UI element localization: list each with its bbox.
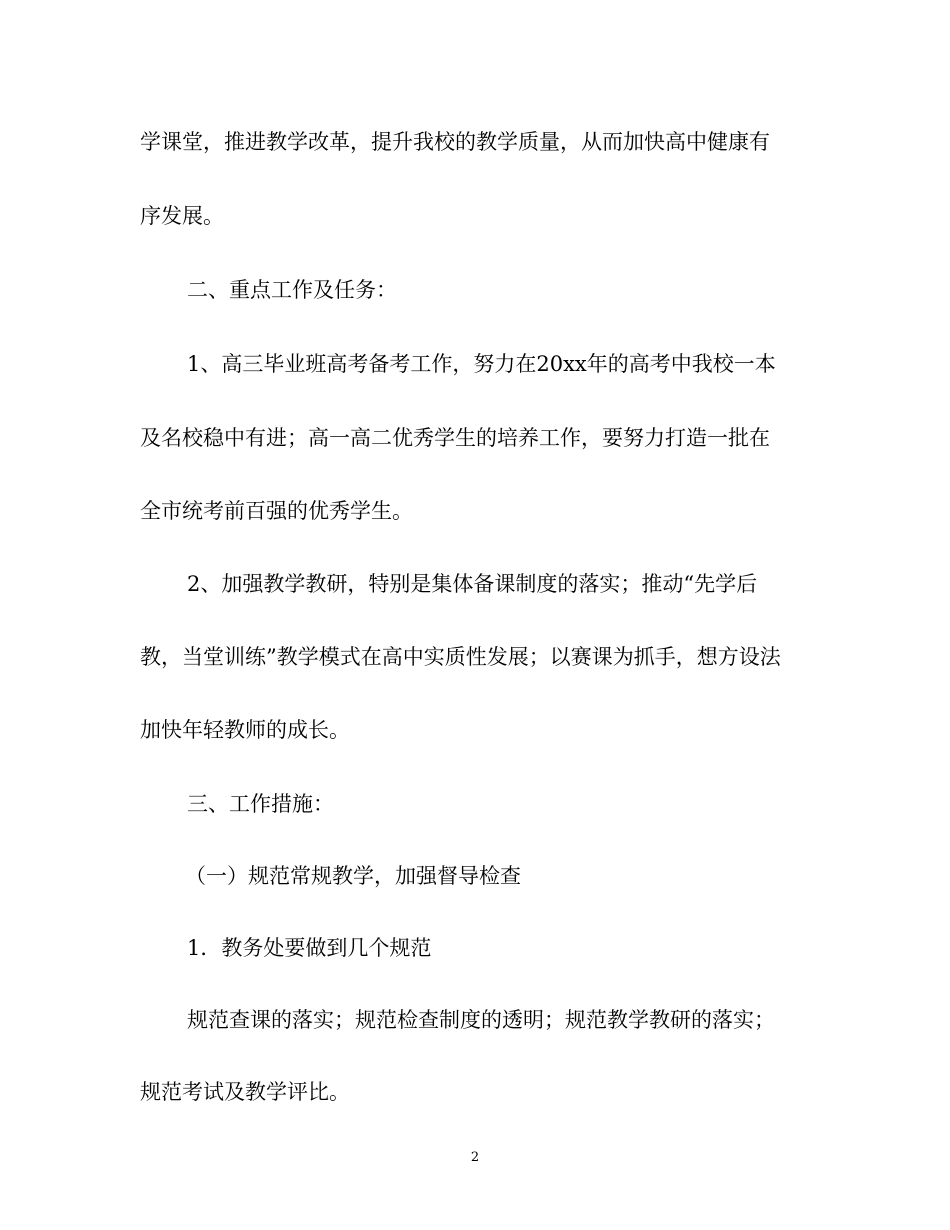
paragraph-line: 学课堂，推进教学改革，提升我校的教学质量，从而加快高中健康有 — [140, 130, 770, 154]
paragraph-line: 序发展。 — [140, 204, 224, 228]
item-heading: 1．教务处要做到几个规范 — [187, 936, 432, 960]
paragraph-line: 规范查课的落实；规范检查制度的透明；规范教学教研的落实； — [187, 1008, 775, 1032]
paragraph-line: 加快年轻教师的成长。 — [140, 718, 350, 742]
paragraph-line: 规范考试及教学评比。 — [140, 1080, 350, 1104]
paragraph-line: 及名校稳中有进；高一高二优秀学生的培养工作，要努力打造一批在 — [140, 426, 770, 450]
paragraph-line: 2、加强教学教研，特别是集体备课制度的落实；推动“先学后 — [187, 572, 758, 596]
paragraph-line: 1、高三毕业班高考备考工作，努力在20xx年的高考中我校一本 — [187, 352, 776, 376]
subsection-heading: （一）规范常规教学，加强督导检查 — [185, 864, 521, 888]
page-number: 2 — [470, 1150, 480, 1165]
section-heading: 二、重点工作及任务： — [187, 278, 397, 302]
paragraph-line: 全市统考前百强的优秀学生。 — [140, 499, 413, 523]
paragraph-line: 教，当堂训练”教学模式在高中实质性发展；以赛课为抓手，想方设法 — [140, 645, 781, 669]
section-heading: 三、工作措施： — [187, 792, 334, 816]
